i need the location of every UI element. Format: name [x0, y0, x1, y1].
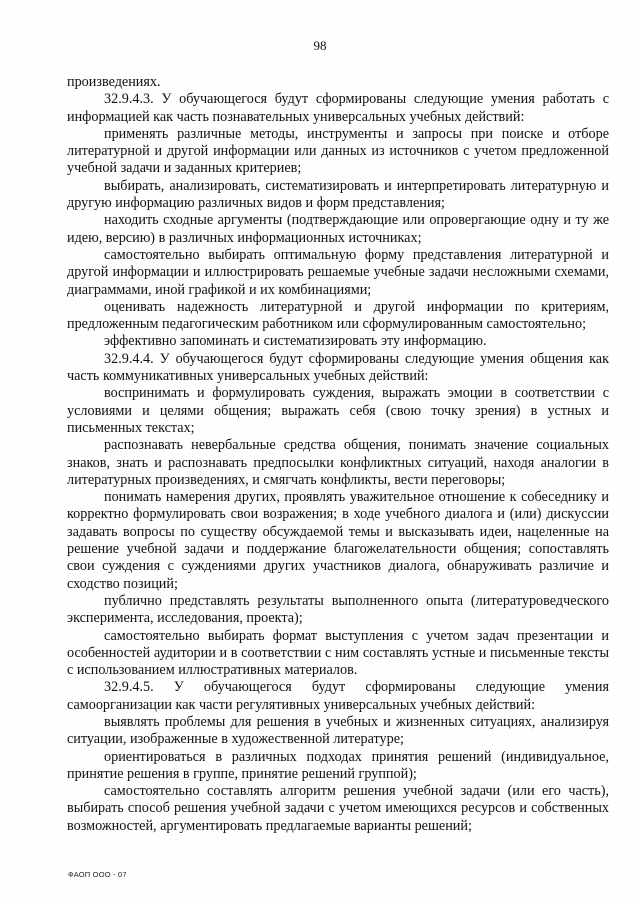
section-heading-paragraph: 32.9.4.3. У обучающегося будут сформированы следующие умения работать с информацией как часть познавательных универсальных учебных действий: — [67, 91, 609, 125]
paragraph: самостоятельно составлять алгоритм решения учебной задачи (или его часть), выбирать способ решения учебной задачи с учетом имеющихся ресурсов и собственных возможностей, аргументировать предлагаемые варианты решений; — [67, 783, 609, 834]
section-heading-paragraph: 32.9.4.4. У обучающегося будут сформированы следующие умения общения как часть коммуникативных универсальных учебных действий: — [67, 350, 609, 385]
paragraph: распознавать невербальные средства общения, понимать значение социальных знаков, знать и распознавать предпосылки конфликтных ситуаций, находя аналогии в литературных произведениях, и смягчать конфликты, вести переговоры; — [67, 437, 609, 488]
paragraph: находить сходные аргументы (подтверждающие или опровергающие одну и ту же идею, версию) в различных информационных источниках; — [67, 212, 609, 246]
paragraph: публично представлять результаты выполненного опыта (литературоведческого эксперимента, исследования, проекта); — [67, 592, 609, 627]
paragraph: ориентироваться в различных подходах принятия решений (индивидуальное, принятие решения в группе, принятие решений группой); — [67, 748, 609, 782]
document-footer: ФАОП ООО - 07 — [68, 870, 127, 879]
paragraph: оценивать надежность литературной и другой информации по критериям, предложенным педагогическим работником или сформулированным самостоятельно; — [67, 298, 609, 333]
paragraph: выявлять проблемы для решения в учебных и жизненных ситуациях, анализируя ситуации, изображенные в художественной литературе; — [67, 713, 609, 748]
paragraph: применять различные методы, инструменты и запросы при поиске и отборе литературной и другой информации или данных из источников с учетом предложенной учебной задачи и заданных критериев; — [67, 125, 609, 177]
paragraph: выбирать, анализировать, систематизировать и интерпретировать литературную и другую информацию различных видов и форм представления; — [67, 177, 609, 212]
paragraph: эффективно запоминать и систематизировать эту информацию. — [104, 333, 487, 350]
section-heading-paragraph: 32.9.4.5. У обучающегося будут сформированы следующие умения самоорганизации как части регулятивных универсальных учебных действий: — [67, 679, 609, 713]
document-body — [67, 74, 609, 835]
paragraph: понимать намерения других, проявлять уважительное отношение к собеседнику и корректно формулировать свои возражения; в ходе учебного диалога и (или) дискуссии задавать вопросы по существу обсуждаемой темы и высказывать идеи, нацеленные на решение учебной задачи и поддержание благожелательности общения; сопоставлять свои суждения с суждениями других участников диалога, обнаруживать различие и сходство позиций; — [67, 489, 609, 592]
paragraph: самостоятельно выбирать оптимальную форму представления литературной и другой информации и иллюстрировать решаемые учебные задачи несложными схемами, диаграммами, иной графикой и их комбинациями; — [67, 246, 609, 298]
page-number: 98 — [313, 38, 327, 53]
paragraph: самостоятельно выбирать формат выступления с учетом задач презентации и особенностей аудитории и в соответствии с ним составлять устные и письменные тексты с использованием иллюстративных материалов. — [67, 627, 609, 679]
paragraph: произведениях. — [67, 74, 161, 90]
paragraph: воспринимать и формулировать суждения, выражать эмоции в соответствии с условиями и целями общения; выражать себя (свою точку зрения) в устных и письменных текстах; — [67, 385, 609, 436]
